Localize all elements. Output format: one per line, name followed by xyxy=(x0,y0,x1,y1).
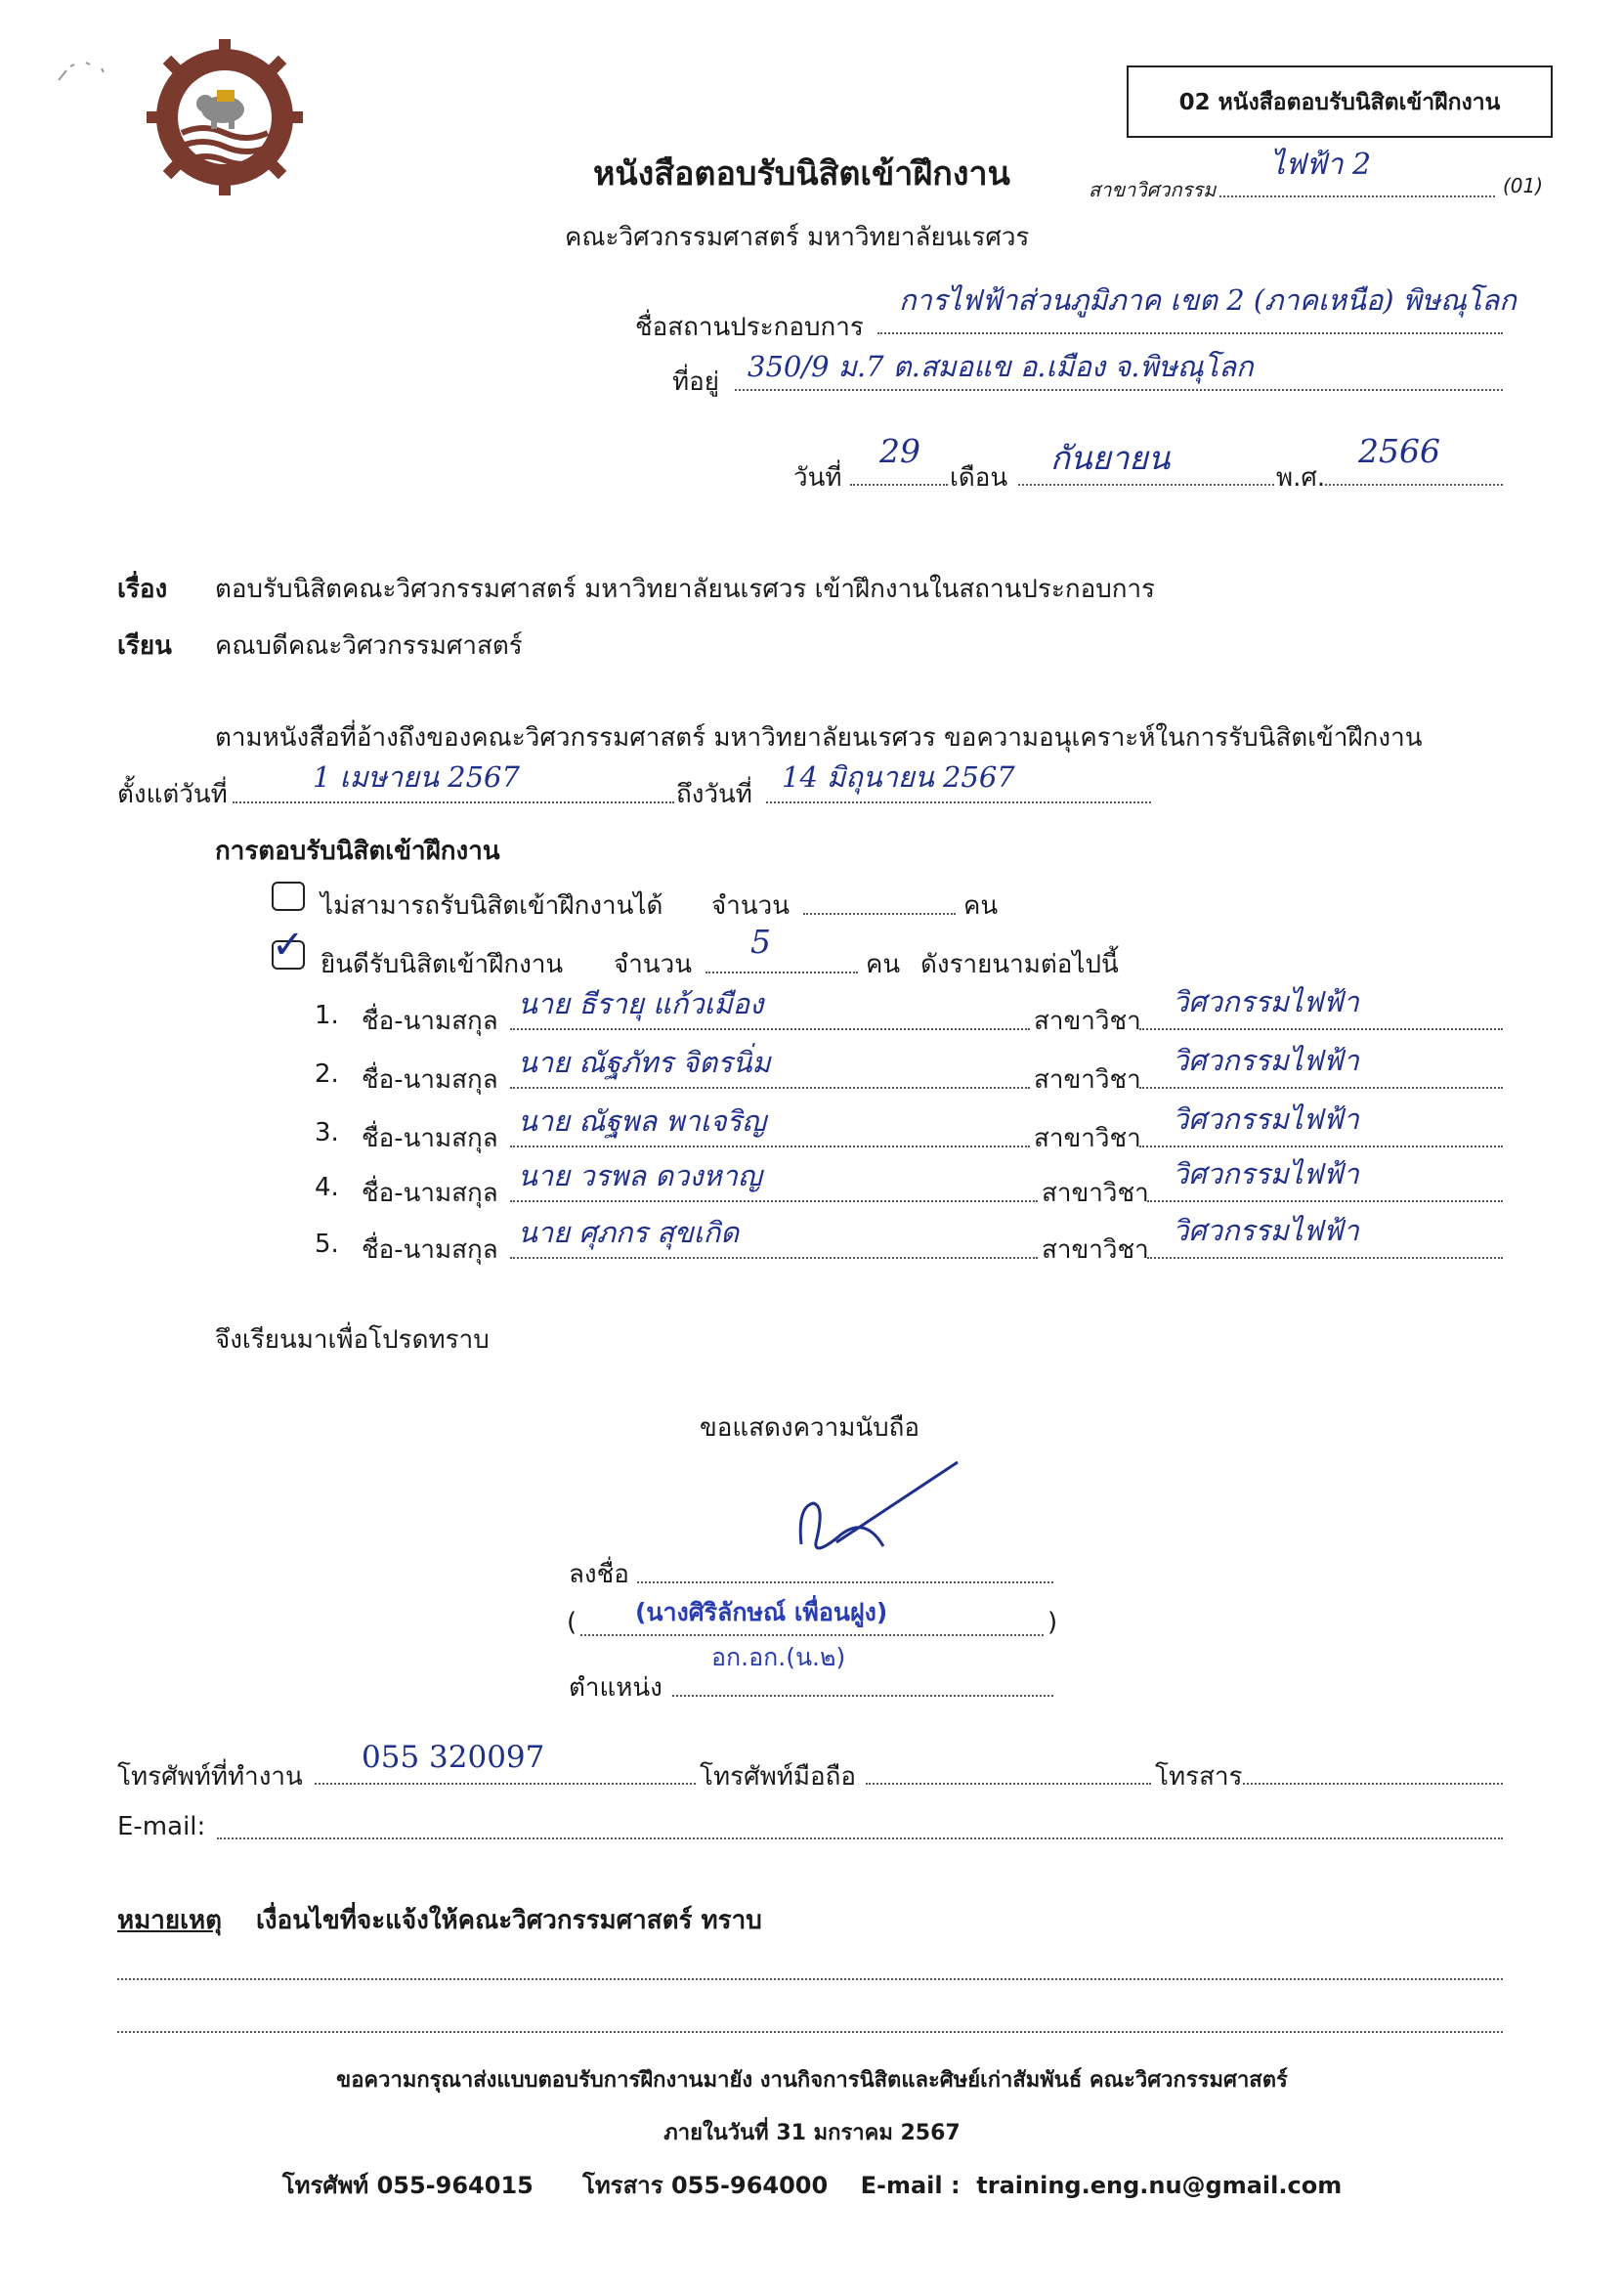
office-phone-label: โทรศัพท์ที่ทำงาน xyxy=(117,1762,303,1792)
student-name: นาย ธีรายุ แก้วเมือง xyxy=(518,987,764,1020)
remark-dots-1 xyxy=(117,1978,1503,1980)
date-year-label: พ.ศ. xyxy=(1276,463,1326,493)
date-day: 29 xyxy=(879,432,920,470)
office-phone-dots xyxy=(315,1783,696,1785)
email-label: E-mail: xyxy=(117,1812,206,1841)
date-month: กันยายน xyxy=(1050,439,1171,477)
date-month-label: เดือน xyxy=(950,463,1008,493)
branch-suffix: (01) xyxy=(1503,174,1544,197)
student-number: 1. xyxy=(315,1001,339,1030)
regards-text: ขอแสดงความนับถือ xyxy=(700,1413,919,1443)
student-name: นาย วรพล ดวงหาญ xyxy=(518,1159,762,1192)
date-month-dots xyxy=(1018,484,1274,486)
stamp-position: อก.อก.(น.๒) xyxy=(711,1643,846,1671)
student-branch-label: สาขาวิชา xyxy=(1034,1065,1141,1095)
student-branch-dots xyxy=(1139,1028,1503,1030)
period-to-label: ถึงวันที่ xyxy=(676,780,752,809)
subject-text: ตอบรับนิสิตคณะวิศวกรรมศาสตร์ มหาวิทยาลัยนเรศวร เข้าฝึกงานในสถานประกอบการ xyxy=(215,575,1156,604)
sign-dots xyxy=(637,1581,1053,1583)
reject-label: ไม่สามารถรับนิสิตเข้าฝึกงานได้ xyxy=(321,891,663,921)
position-label: ตำแหน่ง xyxy=(569,1673,662,1703)
reject-unit: คน xyxy=(963,891,999,921)
student-branch-label: สาขาวิชา xyxy=(1042,1179,1149,1208)
document-subtitle: คณะวิศวกรรมศาสตร์ มหาวิทยาลัยนเรศวร xyxy=(565,223,1030,252)
subject-label: เรื่อง xyxy=(117,575,168,604)
student-branch-label: สาขาวิชา xyxy=(1034,1007,1141,1036)
student-branch: วิศวกรรมไฟฟ้า xyxy=(1173,1044,1359,1077)
accept-count-label: จำนวน xyxy=(614,950,692,979)
form-code: 02 หนังสือตอบรับนิสิตเข้าฝึกงาน xyxy=(1178,90,1501,115)
student-branch: วิศวกรรมไฟฟ้า xyxy=(1173,1157,1359,1190)
sign-name-close-paren: ) xyxy=(1047,1608,1058,1637)
position-dots xyxy=(672,1695,1053,1697)
student-branch-dots xyxy=(1139,1146,1503,1147)
student-name: นาย ณัฐพล พาเจริญ xyxy=(518,1104,766,1138)
student-branch-dots xyxy=(1147,1257,1503,1259)
accept-unit: คน xyxy=(866,950,901,979)
date-year: 2566 xyxy=(1358,432,1440,470)
student-number: 5. xyxy=(315,1230,339,1259)
reject-count-label: จำนวน xyxy=(711,891,790,921)
reject-count-dots xyxy=(803,913,956,915)
date-day-dots xyxy=(850,484,948,486)
remark-label: หมายเหตุ xyxy=(117,1906,223,1935)
fax-label: โทรสาร xyxy=(1155,1762,1243,1792)
student-name-label: ชื่อ-นามสกุล xyxy=(362,1235,498,1265)
branch-dots xyxy=(1219,195,1495,197)
establishment-label: ชื่อสถานประกอบการ xyxy=(635,313,864,342)
scan-mark xyxy=(57,59,115,88)
sign-name-dots xyxy=(580,1634,1044,1636)
address-label: ที่อยู่ xyxy=(672,367,719,397)
handwritten-signature xyxy=(782,1456,967,1574)
mobile-dots xyxy=(866,1783,1151,1785)
accept-tail: ดังรายนามต่อไปนี้ xyxy=(920,950,1119,979)
fax-dots xyxy=(1243,1783,1503,1785)
period-from-value: 1 เมษายน 2567 xyxy=(313,760,520,794)
reject-checkbox[interactable] xyxy=(272,882,305,911)
closing-text: จึงเรียนมาเพื่อโปรดทราบ xyxy=(215,1325,490,1355)
student-name: นาย ศุภกร สุขเกิด xyxy=(518,1216,740,1249)
student-branch-dots xyxy=(1147,1200,1503,1202)
student-branch-label: สาขาวิชา xyxy=(1034,1124,1141,1153)
accept-count-dots xyxy=(705,972,858,973)
period-from-label: ตั้งแต่วันที่ xyxy=(117,780,228,809)
acceptance-heading: การตอบรับนิสิตเข้าฝึกงาน xyxy=(215,837,500,866)
student-number: 4. xyxy=(315,1173,339,1202)
sign-label: ลงชื่อ xyxy=(569,1560,629,1589)
sign-name-open-paren: ( xyxy=(567,1608,577,1637)
stamp-name: (นางศิริลักษณ์ เพื่อนฝูง) xyxy=(635,1598,888,1626)
student-number: 3. xyxy=(315,1118,339,1147)
student-branch-dots xyxy=(1139,1087,1503,1089)
to-label: เรียน xyxy=(117,631,172,661)
period-from-dots xyxy=(233,801,674,803)
date-day-label: วันที่ xyxy=(793,463,842,493)
period-to-dots xyxy=(766,801,1151,803)
student-branch: วิศวกรรมไฟฟ้า xyxy=(1173,1102,1359,1136)
branch-label: สาขาวิศวกรรม xyxy=(1089,178,1217,201)
office-phone: 055 320097 xyxy=(362,1740,545,1775)
student-name: นาย ณัฐภัทร จิตรนิ่ม xyxy=(518,1046,771,1079)
student-name-dots xyxy=(510,1028,1030,1030)
remark-dots-2 xyxy=(117,2031,1503,2033)
student-name-dots xyxy=(510,1087,1030,1089)
mobile-label: โทรศัพท์มือถือ xyxy=(700,1762,856,1792)
footer-line-3: โทรศัพท์ 055-964015 โทรสาร 055-964000 E-mail : training.eng.nu@gmail.com xyxy=(281,2172,1343,2199)
document-title: หนังสือตอบรับนิสิตเข้าฝึกงาน xyxy=(593,154,1010,194)
student-name-dots xyxy=(510,1146,1030,1147)
student-name-dots xyxy=(510,1257,1038,1259)
date-year-dots xyxy=(1325,484,1503,486)
to-text: คณบดีคณะวิศวกรรมศาสตร์ xyxy=(215,631,523,661)
form-code-box xyxy=(1127,65,1553,138)
footer-line-1: ขอความกรุณาส่งแบบตอบรับการฝึกงานมายัง งานกิจการนิสิตและศิษย์เก่าสัมพันธ์ คณะวิศวกรรมศาสตร์ xyxy=(336,2068,1288,2093)
student-branch-label: สาขาวิชา xyxy=(1042,1235,1149,1265)
address-value: 350/9 ม.7 ต.สมอแข อ.เมือง จ.พิษณุโลก xyxy=(748,350,1254,383)
student-name-label: ชื่อ-นามสกุล xyxy=(362,1124,498,1153)
accept-check-mark: ✓ xyxy=(272,923,305,968)
student-branch: วิศวกรรมไฟฟ้า xyxy=(1173,985,1359,1018)
accept-label: ยินดีรับนิสิตเข้าฝึกงาน xyxy=(321,950,564,979)
student-name-dots xyxy=(510,1200,1038,1202)
faculty-logo xyxy=(147,39,303,195)
student-name-label: ชื่อ-นามสกุล xyxy=(362,1007,498,1036)
student-number: 2. xyxy=(315,1059,339,1089)
remark-text: เงื่อนไขที่จะแจ้งให้คณะวิศวกรรมศาสตร์ ทราบ xyxy=(256,1906,762,1935)
student-branch: วิศวกรรมไฟฟ้า xyxy=(1173,1214,1359,1247)
branch-value: ไฟฟ้า 2 xyxy=(1270,148,1372,182)
footer-line-2: ภายในวันที่ 31 มกราคม 2567 xyxy=(663,2121,961,2145)
accept-count: 5 xyxy=(750,923,771,961)
email-dots xyxy=(217,1837,1503,1839)
establishment-dots xyxy=(877,332,1503,334)
student-name-label: ชื่อ-นามสกุล xyxy=(362,1179,498,1208)
period-to-value: 14 มิถุนายน 2567 xyxy=(782,760,1015,794)
student-name-label: ชื่อ-นามสกุล xyxy=(362,1065,498,1095)
body-paragraph: ตามหนังสือที่อ้างถึงของคณะวิศวกรรมศาสตร์ มหาวิทยาลัยนเรศวร ขอความอนุเคราะห์ในการรับนิสิตเข้าฝึกงาน xyxy=(215,723,1423,753)
establishment-value: การไฟฟ้าส่วนภูมิภาค เขต 2 (ภาคเหนือ) พิษณุโลก xyxy=(899,283,1517,317)
address-dots xyxy=(735,389,1503,391)
